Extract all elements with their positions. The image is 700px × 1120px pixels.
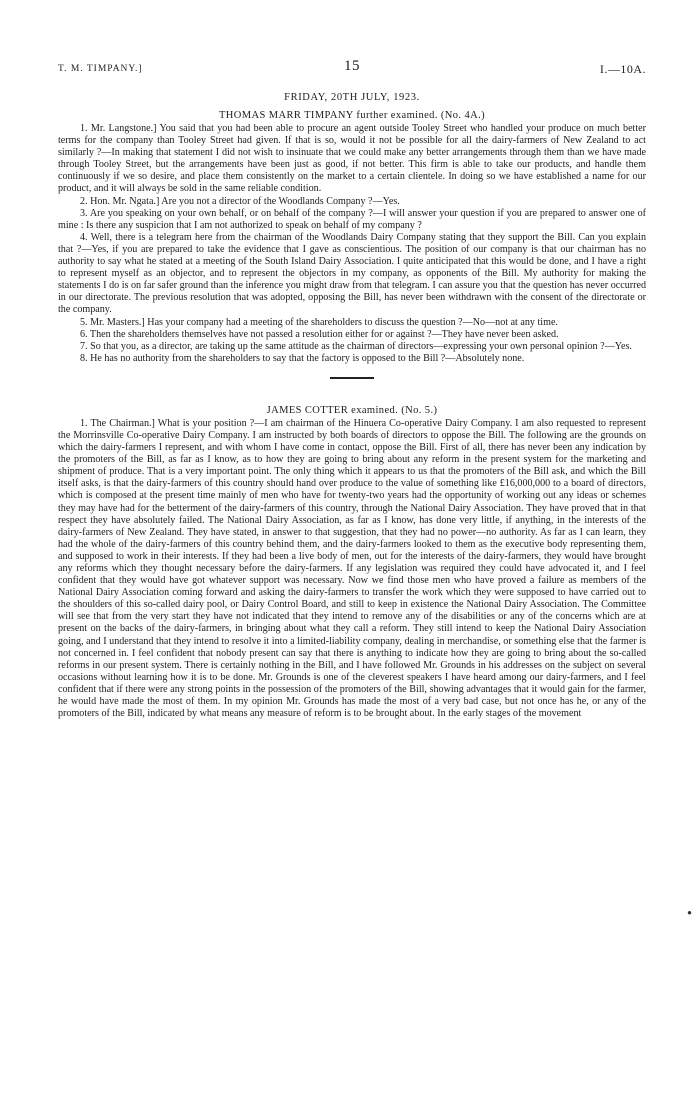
section-heading-timpany: THOMAS MARR TIMPANY further examined. (No. 4A.)	[218, 110, 486, 121]
question-paragraph: 1. The Chairman.] What is your position ?—I am chairman of the Hinuera Co-operative Dairy Company. I am also requested to represent the Morrinsville Co-operative Dairy Company. I am instructed by both boards of directors to oppose the Bill. The following are the grounds on which the dairy-farmers I represent, and with whom I have come in contact, oppose the Bill. First of all, there has never been any indication by the promoters of the Bill, as far as I know, as to how they are going to bring about any reform in the present system for the marketing and shipment of produce. That is a very important point. The only thing which it appears to us that the promoters of the Bill ask, and which the Bill itself asks, is that the dairy-farmers of this country should hand over produce to the value of something like £16,000,000 to a board of directors, which is composed at the present time mainly of men who have for twenty-two years had the opportunity of working out any ideas or schemes they may have had for the betterment of the dairy-farmers of this country, through the National Dairy Association. They have proved that in that respect they have absolutely failed. The National Dairy Association, as far as I know, has done very little, if anything, in the interests of the dairy-farmers of New Zealand. They have stated, in answer to that suggestion, that they had no power—no authority. As far as I can learn, they had the whole of the dairy-farmers of this country behind them, and the dairy-farmers looked to them as the executive body representing them, and supposed to work in their interests. If they had been a live body of men, out for the interests of the dairy-farmers, they would have brought any reforms which they thought necessary before the dairy-farmers. If any legislation was required they could have advocated it, and I feel confident that they would have got whatever support was necessary. Now we find those men who have proved a failure as members of the National Dairy Association coming forward and asking the dairy-farmers to transfer the work which they were supposed to have carried out to the shoulders of this so-called dairy pool, or Dairy Control Board, and still to keep in existence the National Dairy Association. The Committee will see that from the very start they have not indicated that they intend to remove any of the disabilities or any of the concerns which are at present on the backs of the dairy-farmers, in bringing about what they call a reform. They still intend to keep the National Dairy Association going, and I understand that they intend to resolve it into a limited-liability company, dealing in merchandise, or something else that the farmer is not concerned in. I feel confident that nobody present can say that there is anything to indicate how they are going to bring about the so-called reforms in our present system. There is certainly nothing in the Bill, and I have followed Mr. Grounds in his addresses on the subject on several occasions without learning how it is to be done. Mr. Grounds is one of the cleverest speakers I have heard among our dairy-farmers, and I feel confident that if there were any strong points in the possession of the promoters of the Bill, showing advantages that it would gain for the farmer, he would have made the most of them. In my opinion Mr. Grounds has made the most of a very bad case, but not once has he, or any of the promoters of the Bill, indicated by what means any measure of reform is to be brought about. In the early stages of the movement	[58, 417, 646, 720]
running-head	[58, 58, 646, 80]
document-reference: I.—10A.	[599, 62, 646, 76]
margin-dot-mark: ●	[687, 908, 692, 917]
question-paragraph: 2. Hon. Mr. Ngata.] Are you not a director of the Woodlands Company ?—Yes.	[80, 195, 400, 207]
section-body-cotter	[58, 418, 646, 720]
question-paragraph: 6. Then the shareholders themselves have not passed a resolution either for or against ?—They have never been asked.	[80, 328, 559, 340]
question-paragraph: 1. Mr. Langstone.] You said that you had been able to procure an agent outside Tooley Street who handled your produce on much better terms for the company than Tooley Street had given. If that is so, would it not be possible for all the dairy-farmers of New Zealand to act similarly ?—In making that statement I did not wish to insinuate that we could make any better arrangements through them than we have made through Tooley Street, but the arrangements have been just as good, if not better. This firm is able to take our products, and handle them continuously if we so desire, and place them consistently on the market to a certain clientele. In doing so we have established a name for our product, and it will always be sold in the same reliable condition.	[58, 123, 646, 195]
section-divider	[330, 377, 374, 379]
question-paragraph: 4. Well, there is a telegram here from the chairman of the Woodlands Dairy Company stating that they support the Bill. Can you explain that ?—Yes, if you are prepared to take the evidence that I gave as conscientious. The position of our company is that our chairman has no authority to say what he stated at a meeting of the South Island Dairy Association. I quite anticipated that this would be done, and I have a right to represent myself as an objector, and to represent the objectors in my company, as opponents of the Bill. My authority for making the statements I do is on far safer ground than the inference you might draw from that telegram. I can assure you that the question has never occurred in our directorate. The previous resolution that was adopted, opposing the Bill, has never been withdrawn with the consent of the directorate or the company.	[58, 231, 646, 316]
section-body-timpany	[58, 123, 646, 365]
question-paragraph: 8. He has no authority from the shareholders to say that the factory is opposed to the Bill ?—Absolutely none.	[80, 352, 525, 364]
sitting-date: FRIDAY, 20TH JULY, 1923.	[284, 92, 420, 103]
page-number: 15	[344, 58, 360, 74]
question-paragraph: 7. So that you, as a director, are taking up the same attitude as the chairman of directors—expressing your own personal opinion ?—Yes.	[80, 340, 632, 352]
section-heading-cotter: JAMES COTTER examined. (No. 5.)	[266, 404, 438, 416]
header-witness-name: T. M. TIMPANY.]	[58, 64, 143, 74]
question-paragraph: 3. Are you speaking on your own behalf, or on behalf of the company ?—I will answer your question if you are prepared to answer one of mine : Is there any suspicion that I am not authorized to speak on behalf of my company ?	[58, 207, 646, 231]
question-paragraph: 5. Mr. Masters.] Has your company had a meeting of the shareholders to discuss the question ?—No—not at any time.	[80, 316, 558, 328]
document-page	[58, 58, 646, 720]
